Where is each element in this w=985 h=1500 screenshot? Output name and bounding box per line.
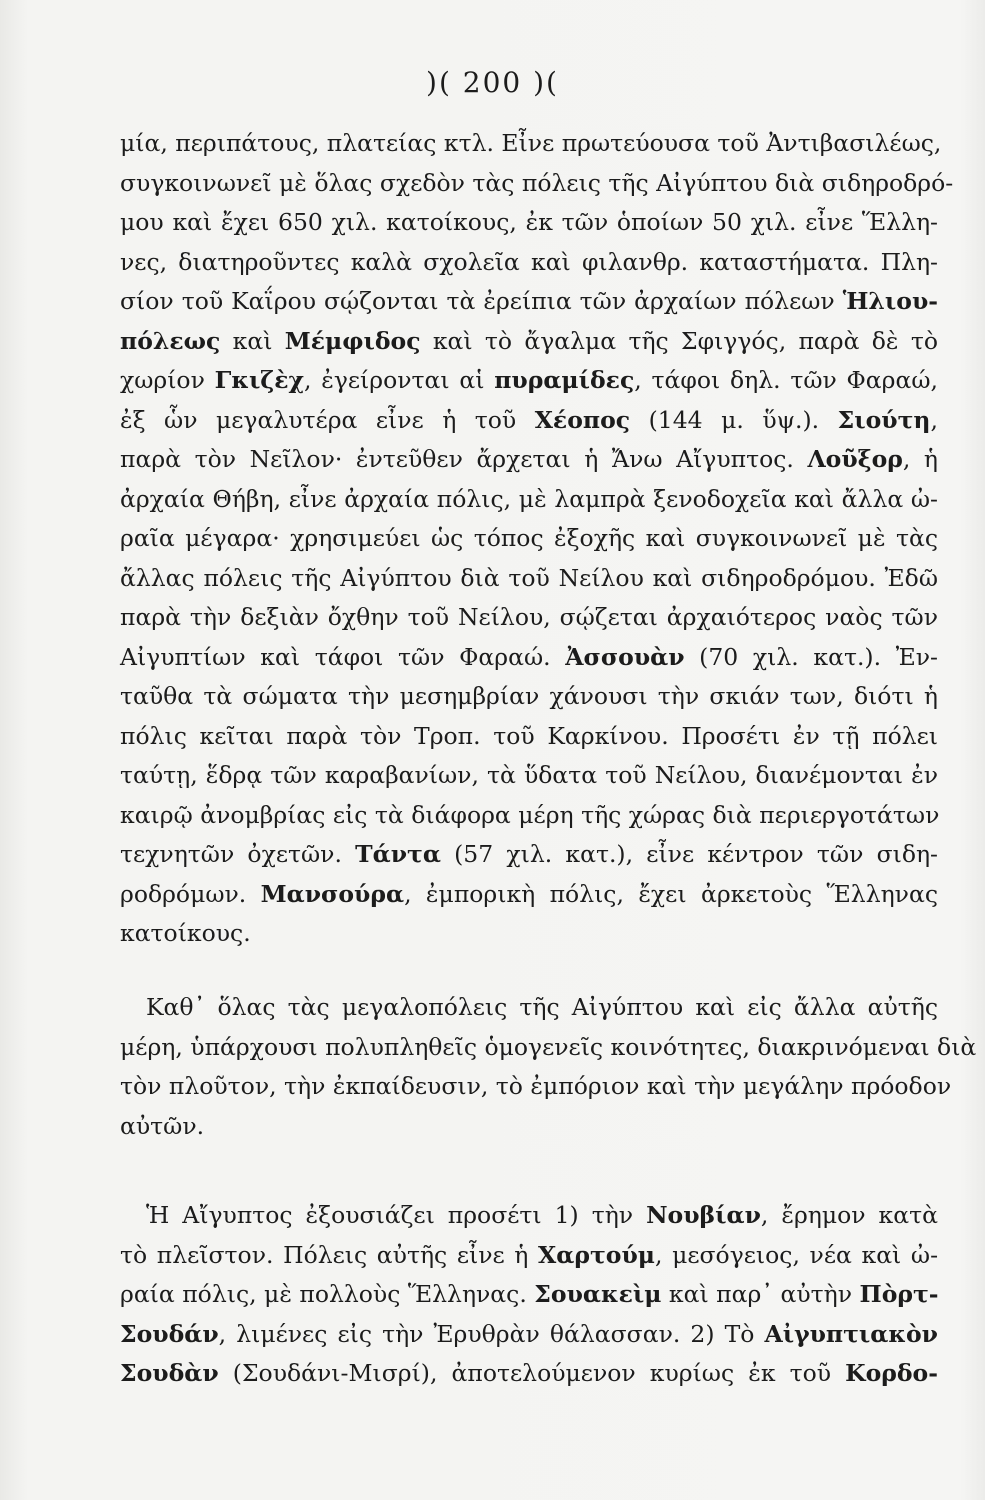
text-run: μία, περιπάτους, πλατείας κτλ. Εἶνε πρωτεύουσα τοῦ Ἀντιβασιλέως, bbox=[120, 129, 942, 157]
bold-term: Χέοπος bbox=[534, 405, 631, 434]
text-line bbox=[120, 401, 938, 441]
text-line bbox=[120, 480, 938, 520]
text-line bbox=[120, 440, 938, 480]
text-run: ταῦθα τὰ σώματα τὴν μεσημβρίαν χάνουσι τὴν σκιάν των, διότι ἡ bbox=[120, 682, 938, 710]
text-line bbox=[120, 361, 938, 401]
text-run: ἀρχαία Θήβη, εἶνε ἀρχαία πόλις, μὲ λαμπρὰ ξενοδοχεῖα καὶ ἄλλα ὠ- bbox=[120, 484, 938, 513]
text-line bbox=[120, 796, 938, 836]
text-line bbox=[120, 677, 938, 717]
paragraph-1 bbox=[120, 124, 954, 954]
text-run: (144 μ. ὕψ.). bbox=[630, 405, 838, 434]
text-run: συγκοινωνεῖ μὲ ὅλας σχεδὸν τὰς πόλεις τῆς Αἰγύπτου διὰ σιδηροδρό- bbox=[120, 168, 954, 197]
text-line bbox=[120, 638, 938, 678]
text-line bbox=[120, 598, 938, 638]
bold-term: Νουβίαν bbox=[646, 1201, 761, 1229]
bold-term: Χαρτούμ bbox=[538, 1240, 655, 1269]
bold-term: Λοῦξορ bbox=[807, 445, 903, 473]
text-line bbox=[120, 1028, 977, 1068]
text-line bbox=[120, 1315, 938, 1355]
text-run: , ἐμπορικὴ πόλις, ἔχει ἀρκετοὺς Ἕλληνας bbox=[404, 879, 938, 908]
text-run: καὶ bbox=[220, 326, 285, 355]
text-line bbox=[120, 717, 938, 757]
text-run: (Σουδάνι-Μισρί), ἀποτελούμενον κυρίως ἐκ τοῦ bbox=[218, 1359, 846, 1387]
bold-term: Σιούτη bbox=[837, 405, 931, 434]
text-line bbox=[120, 243, 938, 283]
text-line bbox=[120, 756, 938, 796]
text-run: Καθ᾽ ὅλας τὰς μεγαλοπόλεις τῆς Αἰγύπτου καὶ εἰς ἄλλα αὐτῆς bbox=[146, 993, 938, 1021]
text-line bbox=[120, 322, 938, 362]
text-line bbox=[120, 124, 942, 164]
bold-term: Μέμφιδος bbox=[284, 326, 421, 355]
text-run: νες, διατηροῦντες καλὰ σχολεῖα καὶ φιλανθρ. καταστήματα. Πλη- bbox=[120, 247, 938, 276]
bold-term: Σουδάν bbox=[120, 1319, 219, 1348]
bold-term: Αἰγυπτιακὸν bbox=[764, 1319, 938, 1348]
bold-term: Ἀσσουὰν bbox=[565, 642, 685, 671]
text-line bbox=[120, 559, 938, 599]
paragraph-2 bbox=[120, 988, 977, 1146]
text-run: χωρίον bbox=[120, 366, 215, 394]
text-run: καὶ τὸ ἄγαλμα τῆς Σφιγγός, παρὰ δὲ τὸ bbox=[420, 326, 938, 355]
text-line bbox=[120, 282, 938, 322]
bold-term: Σουακεὶμ bbox=[534, 1280, 662, 1308]
text-run: ταύτῃ, ἕδρᾳ τῶν καραβανίων, τὰ ὕδατα τοῦ Νείλου, διανέμονται ἐν bbox=[120, 761, 938, 789]
text-line bbox=[120, 203, 938, 243]
text-run: τεχνητῶν ὀχετῶν. bbox=[120, 840, 356, 868]
bold-term: πόλεως bbox=[120, 326, 221, 355]
text-run: ραῖα μέγαρα· χρησιμεύει ὡς τόπος ἐξοχῆς καὶ συγκοινωνεῖ μὲ τὰς bbox=[120, 524, 938, 552]
text-line bbox=[120, 1236, 938, 1276]
paragraph-3 bbox=[120, 1196, 938, 1394]
bold-term: πυραμίδες bbox=[494, 366, 635, 394]
text-run: σίον τοῦ Καΐρου σῴζονται τὰ ἐρείπια τῶν ἀρχαίων πόλεων bbox=[120, 287, 843, 315]
bold-term: Μανσούρα bbox=[260, 879, 405, 908]
bold-term: Γκιζὲχ bbox=[214, 366, 304, 394]
text-line bbox=[120, 1107, 938, 1147]
text-line bbox=[120, 875, 938, 915]
text-run: , ἡ bbox=[902, 445, 938, 473]
text-run: , bbox=[930, 405, 938, 434]
text-run: παρὰ τὴν δεξιὰν ὄχθην τοῦ Νείλου, σῴζεται ἀρχαιότερος ναὸς τῶν bbox=[120, 603, 938, 631]
text-run: κατοίκους. bbox=[120, 919, 251, 947]
text-run: καιρῷ ἀνομβρίας εἰς τὰ διάφορα μέρη τῆς χώρας διὰ περιεργοτάτων bbox=[120, 800, 940, 829]
text-line bbox=[120, 1067, 952, 1107]
text-run: (57 χιλ. κατ.), εἶνε κέντρον τῶν σιδη- bbox=[440, 840, 938, 868]
text-line bbox=[120, 1354, 938, 1394]
text-line bbox=[120, 835, 938, 875]
text-run: , λιμένες εἰς τὴν Ἐρυθρὰν θάλασσαν. 2) Τὸ bbox=[218, 1319, 765, 1348]
text-run: ραία πόλις, μὲ πολλοὺς Ἕλληνας. bbox=[120, 1280, 535, 1308]
text-line bbox=[120, 519, 938, 559]
text-run: Αἰγυπτίων καὶ τάφοι τῶν Φαραώ. bbox=[120, 642, 566, 671]
bold-term: Πὸρτ- bbox=[859, 1280, 939, 1308]
text-line bbox=[120, 914, 938, 954]
text-run: , ἐγείρονται αἱ bbox=[303, 366, 495, 394]
text-line bbox=[120, 1196, 938, 1236]
text-run: , τάφοι δηλ. τῶν Φαραώ, bbox=[634, 366, 938, 394]
text-run: , μεσόγειος, νέα καὶ ὠ- bbox=[654, 1240, 939, 1269]
text-run: ἄλλας πόλεις τῆς Αἰγύπτου διὰ τοῦ Νείλου καὶ σιδηροδρόμου. Ἐδῶ bbox=[120, 563, 938, 592]
text-run: ἐξ ὧν μεγαλυτέρα εἶνε ἡ τοῦ bbox=[120, 405, 535, 434]
bold-term: Κορδο- bbox=[845, 1359, 938, 1387]
text-line bbox=[120, 988, 938, 1028]
text-run: ροδρόμων. bbox=[120, 879, 261, 908]
text-run: τὸν πλοῦτον, τὴν ἐκπαίδευσιν, τὸ ἐμπόριον καὶ τὴν μεγάλην πρόοδον bbox=[120, 1072, 952, 1100]
bold-term: Ἡλιου- bbox=[842, 287, 938, 315]
text-run: πόλις κεῖται παρὰ τὸν Τροπ. τοῦ Καρκίνου. Προσέτι ἐν τῇ πόλει bbox=[120, 721, 938, 750]
text-run: μέρη, ὑπάρχουσι πολυπληθεῖς ὁμογενεῖς κοινότητες, διακρινόμεναι διὰ bbox=[120, 1032, 977, 1061]
text-run: τὸ πλεῖστον. Πόλεις αὐτῆς εἶνε ἡ bbox=[120, 1240, 539, 1269]
text-run: καὶ παρ᾽ αὐτὴν bbox=[661, 1280, 860, 1308]
bold-term: Τάντα bbox=[355, 840, 441, 868]
text-line bbox=[120, 1275, 938, 1315]
text-run: αὐτῶν. bbox=[120, 1111, 205, 1140]
text-run: παρὰ τὸν Νεῖλον· ἐντεῦθεν ἄρχεται ἡ Ἄνω Αἴγυπτος. bbox=[120, 445, 808, 473]
text-line bbox=[120, 164, 954, 204]
page-number-header: )( 200 )( bbox=[426, 66, 559, 99]
text-run: (70 χιλ. κατ.). Ἐν- bbox=[684, 642, 938, 671]
text-run: Ἡ Αἴγυπτος ἐξουσιάζει προσέτι 1) τὴν bbox=[146, 1201, 647, 1229]
text-run: , ἔρημον κατὰ bbox=[760, 1201, 938, 1229]
text-run: μου καὶ ἔχει 650 χιλ. κατοίκους, ἐκ τῶν ὁποίων 50 χιλ. εἶνε Ἕλλη- bbox=[120, 208, 938, 236]
bold-term: Σουδὰν bbox=[120, 1359, 219, 1387]
